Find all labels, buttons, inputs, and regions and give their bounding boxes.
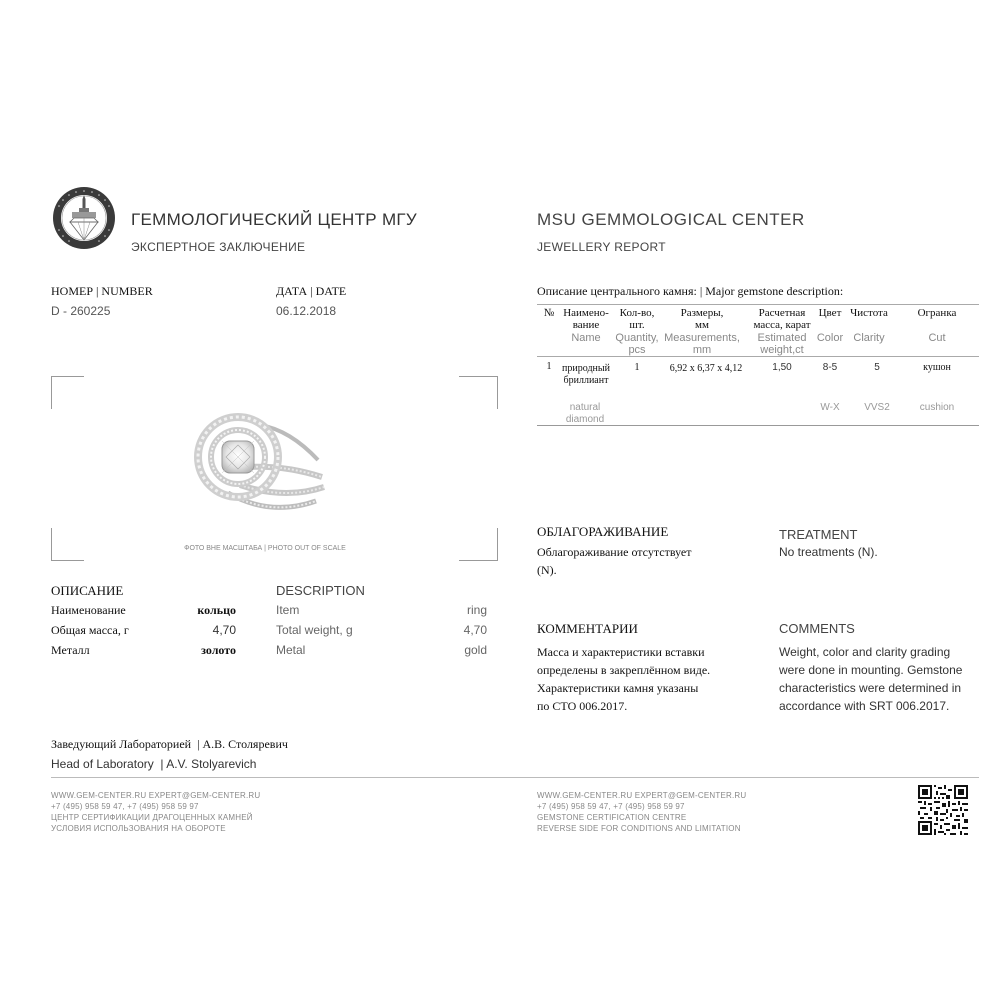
footer-line: WWW.GEM-CENTER.RU EXPERT@GEM-CENTER.RU	[537, 791, 747, 800]
treatment-text-ru2: (N).	[537, 563, 557, 577]
title-ru: ГЕММОЛОГИЧЕСКИЙ ЦЕНТР МГУ	[131, 210, 418, 229]
treatment-heading-en: TREATMENT	[779, 527, 858, 542]
comment-line-ru: Масса и характеристики вставки	[537, 645, 705, 659]
col-clarity-ru: Чистота	[850, 307, 888, 319]
cell-name-en2: diamond	[565, 414, 605, 425]
col-weight-ru2: масса, карат	[753, 319, 811, 331]
row-ru-value: золото	[201, 643, 236, 657]
col-weight-en1: Estimated	[757, 332, 807, 344]
photo-caption: ФОТО ВНЕ МАСШТАБА | PHOTO OUT OF SCALE	[184, 545, 346, 552]
footer-line: GEMSTONE CERTIFICATION CENTRE	[537, 813, 687, 822]
row-ru-value: 4,70	[212, 623, 236, 637]
cell-weight: 1,50	[772, 362, 792, 373]
col-color-ru: Цвет	[818, 307, 842, 319]
col-name-ru2: вание	[572, 319, 600, 331]
col-weight-en2: weight,ct	[760, 344, 804, 356]
comment-line-en: characteristics were determined in	[779, 681, 962, 695]
table-bottom-rule	[537, 425, 979, 426]
table-header-rule	[537, 356, 979, 357]
row-en-value: ring	[466, 603, 487, 617]
comment-line-ru: по СТО 006.2017.	[537, 699, 628, 713]
cell-color-ru: 8-5	[822, 362, 838, 373]
signature-en: Head of Laboratory | A.V. Stolyarevich	[51, 757, 257, 771]
col-size-en2: mm	[692, 344, 712, 356]
description-heading-ru: ОПИСАНИЕ	[51, 583, 124, 598]
comment-line-ru: Характеристики камня указаны	[537, 681, 699, 695]
ring-photo	[190, 405, 330, 520]
footer-line: ЦЕНТР СЕРТИФИКАЦИИ ДРАГОЦЕННЫХ КАМНЕЙ	[51, 813, 253, 822]
row-ru-label: Общая масса, г	[51, 623, 129, 637]
description-row	[51, 623, 487, 643]
subtitle-en: JEWELLERY REPORT	[537, 240, 666, 254]
col-name-en: Name	[571, 332, 601, 344]
col-cut-en: Cut	[928, 332, 946, 344]
frame-corner-tr	[459, 376, 498, 409]
footer-line: +7 (495) 958 59 47, +7 (495) 958 59 97	[51, 802, 199, 811]
col-size-en1: Measurements,	[664, 332, 740, 344]
row-en-value: gold	[464, 643, 487, 657]
col-clarity-en: Clarity	[853, 332, 885, 344]
ring-icon	[190, 405, 330, 520]
qr-code-icon	[918, 785, 968, 835]
comments-ru	[537, 643, 710, 715]
col-cut-ru: Огранка	[917, 307, 957, 319]
row-en-label: Item	[276, 603, 300, 617]
cell-qty: 1	[634, 362, 640, 373]
comments-heading-en: COMMENTS	[779, 621, 855, 636]
footer-rule	[51, 777, 979, 778]
title-en: MSU GEMMOLOGICAL CENTER	[537, 210, 805, 229]
gemstone-heading: Описание центрального камня: | Major gemstone description:	[537, 284, 844, 298]
col-name-ru1: Наимено-	[563, 307, 609, 319]
row-en-label: Total weight, g	[276, 623, 353, 637]
footer-right	[537, 790, 746, 834]
treatment-text-ru1: Облагораживание отсутствует	[537, 545, 692, 559]
cell-name-ru1: природный	[562, 363, 610, 374]
qr-code	[918, 785, 968, 835]
col-qty-en2: pcs	[628, 344, 646, 356]
cell-color-en: W-X	[820, 402, 840, 413]
cell-no: 1	[546, 361, 552, 372]
comment-line-en: Weight, color and clarity grading	[779, 645, 951, 659]
footer-line: WWW.GEM-CENTER.RU EXPERT@GEM-CENTER.RU	[51, 791, 261, 800]
description-row	[51, 603, 487, 623]
row-en-label: Metal	[276, 643, 306, 657]
treatment-heading-ru: ОБЛАГОРАЖИВАНИЕ	[537, 524, 669, 539]
number-value: D - 260225	[51, 304, 111, 318]
comment-line-en: were done in mounting. Gemstone	[779, 663, 963, 677]
treatment-text-en: No treatments (N).	[779, 545, 878, 559]
col-qty-en1: Quantity,	[615, 332, 659, 344]
description-heading-en: DESCRIPTION	[276, 583, 365, 598]
cell-cut-en: cushion	[919, 402, 955, 413]
col-color-en: Color	[816, 332, 844, 344]
date-label: ДАТА | DATE	[276, 284, 347, 298]
footer-line: УСЛОВИЯ ИСПОЛЬЗОВАНИЯ НА ОБОРОТЕ	[51, 824, 226, 833]
table-top-rule	[537, 304, 979, 305]
row-ru-label: Металл	[51, 643, 90, 657]
cell-name-en1: natural	[569, 402, 601, 413]
cell-cut-ru: кушон	[923, 362, 951, 373]
msu-logo	[52, 186, 116, 250]
frame-corner-br	[459, 528, 498, 561]
footer-left	[51, 790, 260, 834]
row-en-value: 4,70	[463, 623, 487, 637]
comment-line-en: accordance with SRT 006.2017.	[779, 699, 950, 713]
col-qty-ru1: Кол-во,	[619, 307, 655, 319]
col-weight-ru1: Расчетная	[758, 307, 806, 319]
cell-size: 6,92 x 6,37 x 4,12	[669, 363, 743, 374]
col-no: №	[543, 307, 555, 319]
gemstone-table	[537, 306, 979, 428]
footer-line: +7 (495) 958 59 47, +7 (495) 958 59 97	[537, 802, 685, 811]
frame-corner-tl	[51, 376, 84, 409]
date-value: 06.12.2018	[276, 304, 337, 318]
col-size-ru1: Размеры,	[680, 307, 724, 319]
footer-line: REVERSE SIDE FOR CONDITIONS AND LIMITATION	[537, 824, 741, 833]
comment-line-ru: определены в закреплённом виде.	[537, 663, 711, 677]
subtitle-ru: ЭКСПЕРТНОЕ ЗАКЛЮЧЕНИЕ	[131, 240, 306, 254]
signature-ru: Заведующий Лабораторией | А.В. Столяревич	[51, 737, 288, 751]
msu-seal-icon	[52, 186, 116, 250]
col-qty-ru2: шт.	[629, 319, 645, 331]
col-size-ru2: мм	[695, 319, 709, 331]
comments-heading-ru: КОММЕНТАРИИ	[537, 621, 638, 636]
row-ru-value: кольцо	[197, 603, 236, 617]
cell-clarity-en: VVS2	[864, 402, 890, 413]
row-ru-label: Наименование	[51, 603, 126, 617]
cell-name-ru2: бриллиант	[563, 375, 609, 386]
description-rows	[51, 603, 487, 663]
frame-corner-bl	[51, 528, 84, 561]
description-row	[51, 643, 487, 663]
number-label: НОМЕР | NUMBER	[51, 284, 153, 298]
comments-en	[779, 643, 962, 715]
cell-clarity-ru: 5	[874, 362, 880, 373]
